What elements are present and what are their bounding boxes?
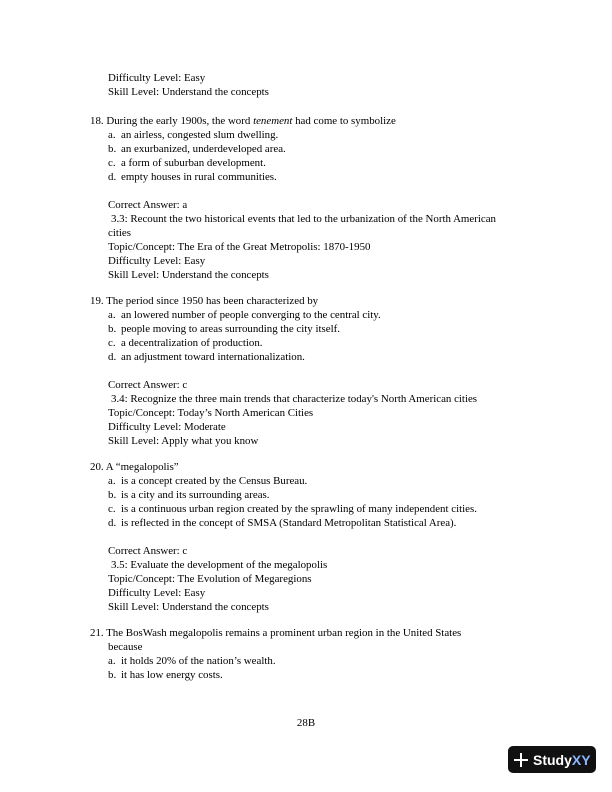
meta-skill: Skill Level: Understand the concepts xyxy=(108,86,269,98)
option-text: an airless, congested slum dwelling. xyxy=(121,129,279,141)
option-text: is a concept created by the Census Bureau. xyxy=(121,475,308,487)
option: c. xyxy=(108,157,116,169)
correct-answer: Correct Answer: c xyxy=(108,545,188,557)
option: b. xyxy=(108,323,117,335)
question-text: A “megalopolis” xyxy=(105,461,179,473)
learning-objective-cont: cities xyxy=(108,227,131,239)
question-21-stem xyxy=(90,626,461,640)
option-text: is a city and its surrounding areas. xyxy=(121,489,270,501)
option-text: a decentralization of production. xyxy=(121,337,263,349)
page-number: 28B xyxy=(296,717,316,729)
question-20-stem xyxy=(90,460,179,474)
option-text: an exurbanized, underdeveloped area. xyxy=(121,143,286,155)
difficulty: Difficulty Level: Easy xyxy=(108,255,206,267)
option: c. xyxy=(108,337,116,349)
option-text: people moving to areas surrounding the city itself. xyxy=(121,323,340,335)
question-number: 21. xyxy=(90,627,104,639)
option: b. xyxy=(108,489,117,501)
difficulty: Difficulty Level: Easy xyxy=(108,587,206,599)
topic: Topic/Concept: The Evolution of Megaregions xyxy=(108,573,312,585)
question-number: 19. xyxy=(90,295,104,307)
question-text-cont: because xyxy=(108,641,143,653)
option-text: an adjustment toward internationalization. xyxy=(121,351,305,363)
option: a. xyxy=(108,129,116,141)
question-text: The BosWash megalopolis remains a prominent urban region in the United States xyxy=(106,627,462,639)
learning-objective: 3.5: Evaluate the development of the megalopolis xyxy=(111,559,328,571)
option: d. xyxy=(108,171,117,183)
option-text: it holds 20% of the nation’s wealth. xyxy=(121,655,276,667)
question-text: During the early 1900s, the word xyxy=(106,115,254,127)
option: c. xyxy=(108,503,116,515)
meta-difficulty: Difficulty Level: Easy xyxy=(108,72,206,84)
option-text: an lowered number of people converging to the central city. xyxy=(121,309,381,321)
learning-objective: 3.3: Recount the two historical events that led to the urbanization of the North American xyxy=(111,213,497,225)
difficulty: Difficulty Level: Moderate xyxy=(108,421,226,433)
option-text: is reflected in the concept of SMSA (Standard Metropolitan Statistical Area). xyxy=(121,517,457,529)
question-emphasis: tenement xyxy=(253,115,293,127)
topic: Topic/Concept: The Era of the Great Metropolis: 1870-1950 xyxy=(108,241,371,253)
skill: Skill Level: Apply what you know xyxy=(108,435,259,447)
correct-answer: Correct Answer: a xyxy=(108,199,188,211)
brand-logo: StudyXY xyxy=(533,751,591,768)
option: d. xyxy=(108,351,117,363)
question-18-stem xyxy=(90,114,396,128)
option: d. xyxy=(108,517,117,529)
option: b. xyxy=(108,143,117,155)
skill: Skill Level: Understand the concepts xyxy=(108,269,269,281)
topic: Topic/Concept: Today’s North American Cities xyxy=(108,407,314,419)
option-text: is a continuous urban region created by the sprawling of many independent cities. xyxy=(121,503,477,515)
question-19-stem xyxy=(90,294,318,308)
option: a. xyxy=(108,475,116,487)
option: b. xyxy=(108,669,117,681)
question-text: The period since 1950 has been characterized by xyxy=(106,295,319,307)
option: a. xyxy=(108,655,116,667)
option-text: it has low energy costs. xyxy=(121,669,223,681)
option: a. xyxy=(108,309,116,321)
correct-answer: Correct Answer: c xyxy=(108,379,188,391)
question-number: 20. xyxy=(90,461,104,473)
plus-icon xyxy=(514,753,528,767)
question-number: 18. xyxy=(90,115,104,127)
studyxy-badge[interactable] xyxy=(508,746,596,773)
question-text: had come to symbolize xyxy=(292,115,396,127)
skill: Skill Level: Understand the concepts xyxy=(108,601,269,613)
option-text: a form of suburban development. xyxy=(121,157,266,169)
learning-objective: 3.4: Recognize the three main trends that characterize today's North American cities xyxy=(111,393,478,405)
option-text: empty houses in rural communities. xyxy=(121,171,277,183)
